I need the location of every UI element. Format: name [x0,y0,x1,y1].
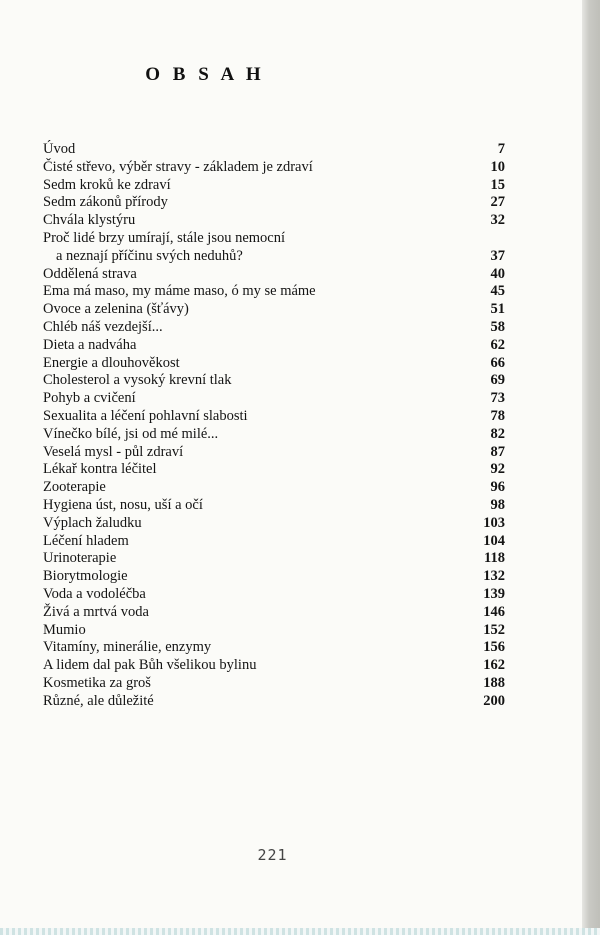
table-of-contents [43,141,505,711]
toc-entry-title: Oddělená strava [43,265,137,282]
toc-entry-page: 15 [490,176,505,193]
toc-entry-title: Vitamíny, minerálie, enzymy [43,639,212,656]
toc-entry-page: 32 [490,212,505,229]
toc-entry-title: a neznají příčinu svých neduhů? [56,247,243,264]
toc-entry-page: 139 [483,585,505,602]
toc-row [43,159,505,177]
page-title: O B S A H [145,64,265,85]
toc-entry-page: 7 [497,141,505,157]
toc-entry-page: 87 [490,443,505,460]
toc-entry-page: 188 [483,674,505,691]
toc-row [43,622,505,640]
toc-row [43,230,505,248]
toc-entry-page: 132 [483,568,505,585]
toc-row [43,479,505,497]
toc-row [43,319,505,337]
toc-entry-page: 104 [483,532,505,549]
toc-entry-page: 51 [490,301,505,318]
toc-entry-title: Proč lidé brzy umírají, stále jsou nemocní [43,229,286,246]
toc-entry-title: Úvod [43,141,76,157]
toc-row [43,337,505,355]
toc-row [43,461,505,479]
toc-entry-title: Biorytmologie [43,568,128,585]
toc-entry-page: 152 [483,621,505,638]
toc-entry-title: Vínečko bílé, jsi od mé milé... [43,425,219,442]
toc-row [43,408,505,426]
toc-row [43,568,505,586]
toc-row [43,693,505,711]
toc-entry-title: Urinoterapie [43,550,117,567]
toc-entry-page: 162 [483,657,505,674]
toc-row [43,372,505,390]
toc-entry-title: Sexualita a léčení pohlavní slabosti [43,407,248,424]
toc-entry-title: Ema má maso, my máme maso, ó my se máme [43,283,316,300]
toc-entry-page: 96 [490,479,505,496]
toc-entry-page: 78 [490,407,505,424]
toc-row [43,604,505,622]
toc-entry-page: 37 [490,247,505,264]
toc-entry-title: Chvála klystýru [43,212,136,229]
toc-entry-page: 27 [490,194,505,211]
toc-entry-title: Výplach žaludku [43,514,142,531]
toc-entry-page: 69 [490,372,505,389]
toc-row [43,533,505,551]
toc-entry-title: Sedm kroků ke zdraví [43,176,171,193]
page-number: 221 [257,846,288,864]
toc-row [43,497,505,515]
toc-entry-page: 156 [483,639,505,656]
toc-entry-title: Hygiena úst, nosu, uší a očí [43,496,203,513]
toc-entry-page: 92 [490,461,505,478]
toc-entry-title: Cholesterol a vysoký krevní tlak [43,372,232,389]
toc-entry-title: Voda a vodoléčba [43,585,146,602]
toc-entry-page: 58 [490,318,505,335]
toc-entry-title: Kosmetika za groš [43,674,151,691]
toc-row [43,444,505,462]
toc-row [43,639,505,657]
toc-row [43,515,505,533]
toc-entry-title: Léčení hladem [43,532,129,549]
toc-entry-page: 40 [490,265,505,282]
toc-row [43,675,505,693]
toc-entry-title: Různé, ale důležité [43,692,154,709]
toc-entry-page: 118 [484,550,505,567]
toc-row [43,586,505,604]
toc-entry-page: 103 [483,514,505,531]
toc-entry-page: 62 [490,336,505,353]
toc-row [43,355,505,373]
toc-row [43,426,505,444]
page-edge-shadow [582,0,600,935]
toc-row [43,177,505,195]
toc-entry-page: 10 [490,158,505,175]
toc-entry-page: 146 [483,603,505,620]
toc-row-continuation [43,248,505,266]
toc-entry-page: 45 [490,283,505,300]
toc-entry-page: 73 [490,390,505,407]
toc-entry-title: Sedm zákonů přírody [43,194,168,211]
toc-row [43,212,505,230]
toc-entry-page: 98 [490,496,505,513]
toc-row [43,390,505,408]
toc-entry-title: Dieta a nadváha [43,336,137,353]
toc-entry-title: Živá a mrtvá voda [43,603,149,620]
toc-entry-page: 82 [490,425,505,442]
toc-entry-title: Ovoce a zelenina (šťávy) [43,301,189,318]
toc-entry-title: Pohyb a cvičení [43,390,136,407]
toc-entry-title: Čisté střevo, výběr stravy - základem je zdraví [43,158,313,175]
toc-row [43,194,505,212]
toc-entry-title: Mumio [43,621,86,638]
toc-row [43,283,505,301]
toc-entry-title: Chléb náš vezdejší... [43,318,163,335]
toc-row [43,550,505,568]
toc-entry-page: 200 [483,692,505,709]
toc-row [43,266,505,284]
toc-entry-title: Lékař kontra léčitel [43,461,157,478]
bottom-edge-strip [0,928,600,935]
toc-entry-title: Zooterapie [43,479,106,496]
toc-entry-title: Veselá mysl - půl zdraví [43,443,184,460]
toc-row [43,301,505,319]
toc-entry-page: 66 [490,354,505,371]
toc-row [43,141,505,159]
toc-entry-title: Energie a dlouhověkost [43,354,180,371]
toc-row [43,657,505,675]
toc-entry-title: A lidem dal pak Bůh všelikou bylinu [43,657,257,674]
